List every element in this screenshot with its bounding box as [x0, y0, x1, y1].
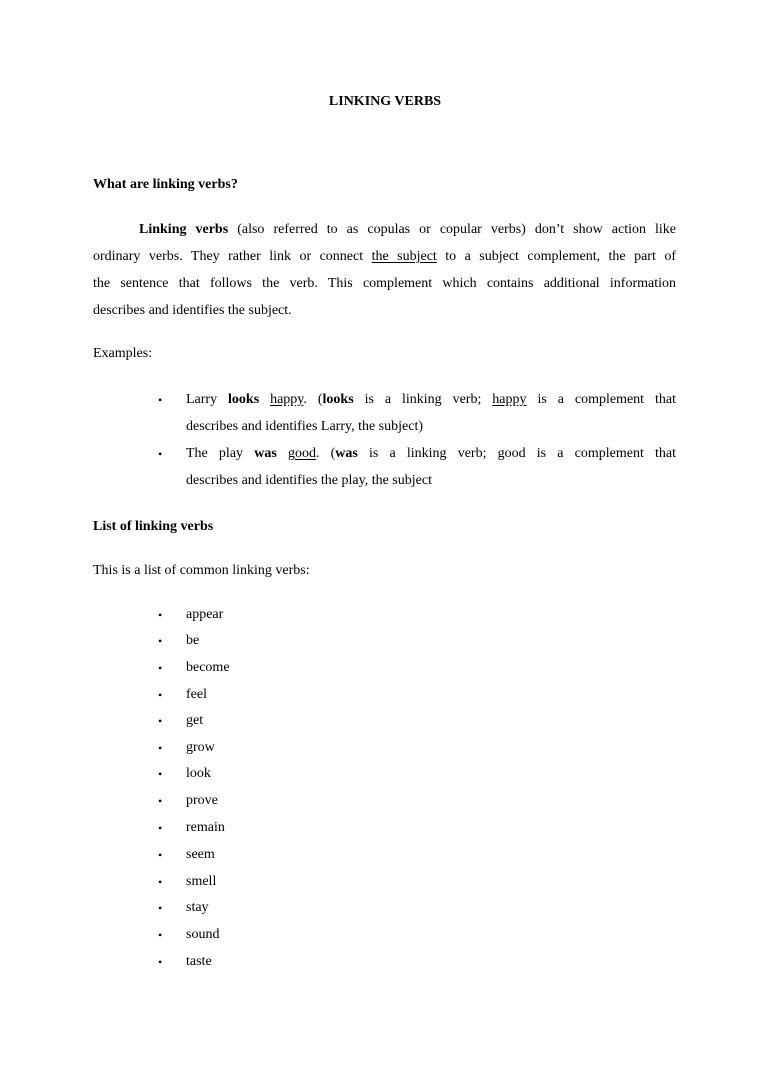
bullet-icon: •	[158, 901, 163, 915]
bullet-icon: •	[158, 714, 163, 728]
bullet-icon: •	[158, 393, 163, 407]
list-item: appear	[186, 607, 224, 622]
paragraph-line-4: describes and identifies the subject.	[93, 303, 292, 318]
list-item: get	[186, 713, 204, 728]
list-item: remain	[186, 820, 225, 835]
list-item: look	[186, 766, 211, 781]
bullet-icon: •	[158, 955, 163, 969]
term-linking-verbs: Linking verbs	[139, 222, 229, 237]
paragraph-line-1: Linking verbs (also referred to as copulas or copular verbs) don’t show action like	[139, 222, 676, 237]
example-2-line-2: describes and identifies the play, the subject	[186, 473, 432, 488]
example-1-line-1: Larry looks happy. (looks is a linking verb; happy is a complement that	[186, 392, 676, 407]
bullet-icon: •	[158, 848, 163, 862]
list-item: grow	[186, 740, 215, 755]
section-heading-list: List of linking verbs	[93, 519, 214, 534]
list-item: smell	[186, 874, 217, 889]
bullet-icon: •	[158, 661, 163, 675]
bullet-icon: •	[158, 634, 163, 648]
bullet-icon: •	[158, 447, 163, 461]
bullet-icon: •	[158, 767, 163, 781]
bullet-icon: •	[158, 741, 163, 755]
examples-label: Examples:	[93, 346, 153, 361]
bullet-icon: •	[158, 821, 163, 835]
paragraph-line-2: ordinary verbs. They rather link or connect the subject to a subject complement, the part of	[93, 249, 676, 264]
list-item: feel	[186, 687, 207, 702]
page-title: LINKING VERBS	[328, 94, 442, 109]
section-heading-definition: What are linking verbs?	[93, 177, 238, 192]
list-item: seem	[186, 847, 215, 862]
paragraph-line-3: the sentence that follows the verb. This complement which contains additional information	[93, 276, 676, 291]
bullet-icon: •	[158, 608, 163, 622]
bullet-icon: •	[158, 875, 163, 889]
underlined-the-subject: the subject	[371, 249, 437, 264]
list-intro: This is a list of common linking verbs:	[93, 563, 310, 578]
list-item: stay	[186, 900, 209, 915]
example-2-line-1: The play was good. (was is a linking verb; good is a complement that	[186, 446, 677, 461]
bullet-icon: •	[158, 928, 163, 942]
example-1-line-2: describes and identifies Larry, the subject)	[186, 419, 424, 434]
bullet-icon: •	[158, 688, 163, 702]
list-item: prove	[186, 793, 218, 808]
bullet-icon: •	[158, 794, 163, 808]
list-item: sound	[186, 927, 220, 942]
list-item: become	[186, 660, 230, 675]
list-item: taste	[186, 954, 212, 969]
list-item: be	[186, 633, 200, 648]
